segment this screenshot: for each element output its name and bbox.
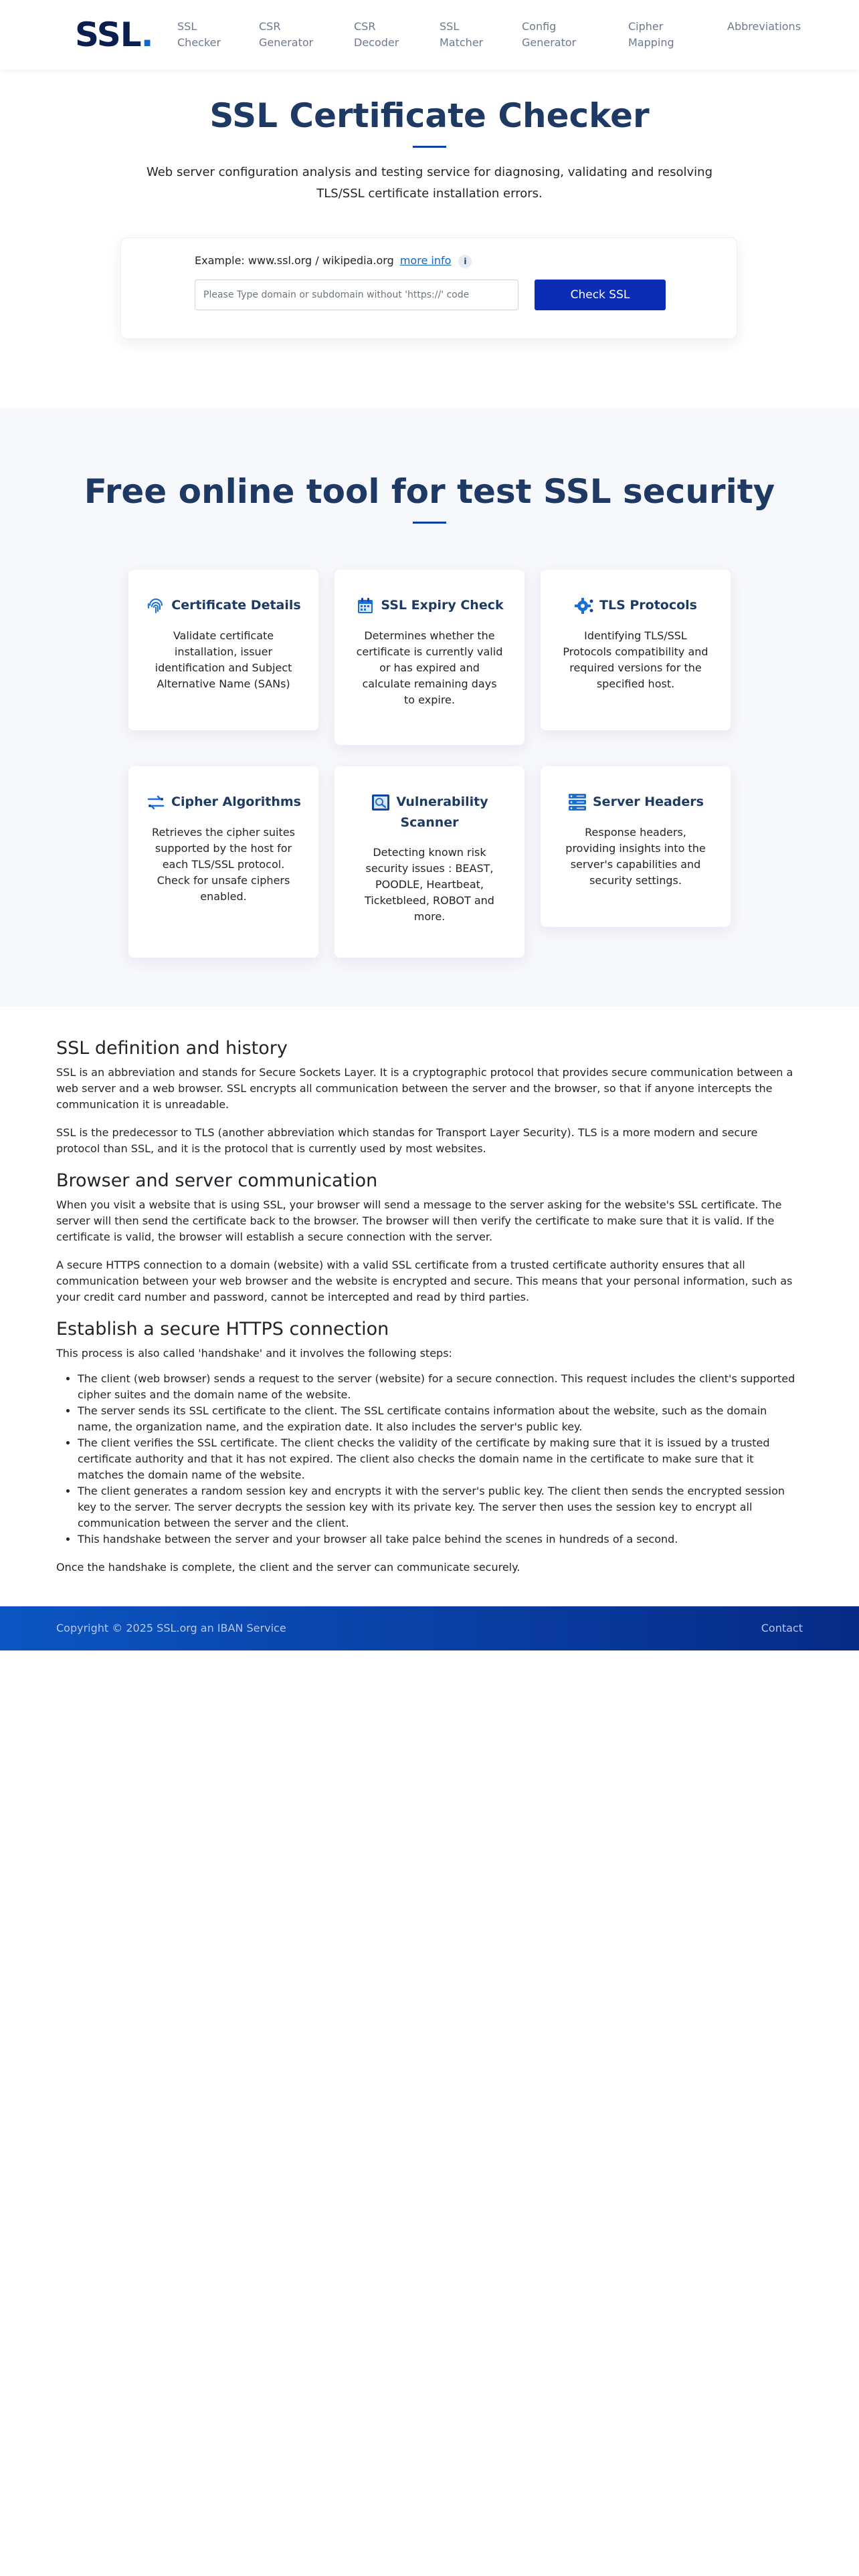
feature-card-title: Certificate Details: [142, 595, 305, 616]
feature-card-tls-protocols: [541, 570, 731, 730]
paragraph: A secure HTTPS connection to a domain (website) with a valid SSL certificate from a trusted certificate authority ensures that all communication between your web browser and the website is encrypted and secure. This means that your personal information, such as your credit card number and password, cannot be intercepted and read by third parties.: [56, 1259, 793, 1303]
list-item: • This handshake between the server and your browser all take palce behind the scenes in hundreds of a second.: [78, 1531, 803, 1547]
feature-card-server-headers: [541, 766, 731, 927]
paragraph: When you visit a website that is using SSL, your browser will send a message to the server asking for the website's SSL certificate. The server will then send the certificate back to the browser. The browser will then verify the certificate to make sure that it is valid. If the certificate is valid, the browser will establish a secure connection with the server.: [56, 1198, 782, 1243]
feature-card-vulnerability-scanner: [335, 766, 524, 958]
section-heading-ssl-definition: SSL definition and history: [56, 1038, 288, 1059]
feature-card-text: Identifying TLS/SSL Protocols compatibility and required versions for the specified host.: [563, 629, 708, 690]
domain-input[interactable]: [195, 280, 518, 310]
fingerprint-icon: [146, 596, 166, 616]
feature-card-title: Vulnerability Scanner: [348, 792, 511, 833]
feature-card-cipher-algorithms: [128, 766, 318, 958]
nav-cipher-mapping[interactable]: Cipher Mapping: [628, 20, 674, 49]
nav-csr-generator[interactable]: CSR Generator: [259, 20, 314, 49]
feature-card-ssl-expiry: [335, 570, 524, 745]
page-subtitle: Web server configuration analysis and testing service for diagnosing, validating and resolving TLS/SSL certificate installation errors.: [146, 165, 713, 201]
features-section: [0, 408, 859, 1006]
section-heading-browser-server: Browser and server communication: [56, 1170, 378, 1191]
paragraph: This process is also called 'handshake' and it involves the following steps:: [56, 1347, 452, 1360]
page-title: SSL Certificate Checker: [209, 96, 650, 135]
navbar: [0, 0, 859, 70]
nav-abbreviations[interactable]: Abbreviations: [727, 20, 801, 33]
feature-card-certificate-details: [128, 570, 318, 730]
paragraph: SSL is the predecessor to TLS (another abbreviation which standas for Transport Layer Security). TLS is a more modern and secure protocol than SSL, and it is the protocol that is currently used by most websites.: [56, 1126, 758, 1155]
feature-card-text: Detecting known risk security issues : BEAST, POODLE, Heartbeat, Ticketbleed, ROBOT and more.: [365, 845, 494, 923]
feature-card-text: Determines whether the certificate is currently valid or has expired and calculate remaining days to expire.: [356, 629, 503, 706]
list-item: • The server sends its SSL certificate to the client. The SSL certificate contains information about the website, such as the domain name, the organization name, and the expiration date. It also includes the server's public key.: [78, 1403, 803, 1435]
title-underline: [413, 146, 446, 148]
monitor-scan-icon: [371, 792, 391, 813]
article-section: [56, 1037, 803, 1588]
copyright-text: Copyright © 2025 SSL.org an IBAN Service: [56, 1622, 286, 1634]
features-underline: [413, 522, 446, 524]
paragraph: SSL is an abbreviation and stands for Secure Sockets Layer. It is a cryptographic protocol that provides secure communication between a web server and a web browser. SSL encrypts all communication between the server and the browser, so that if anyone intercepts the communication it is unreadable.: [56, 1066, 793, 1111]
paragraph: Once the handshake is complete, the client and the server can communicate securely.: [56, 1561, 520, 1574]
more-info-link[interactable]: more info: [399, 254, 452, 267]
list-item: • The client (web browser) sends a request to the server (website) for a secure connection. This request includes the client's supported cipher suites and the domain name of the website.: [78, 1371, 803, 1403]
footer: [0, 1606, 859, 1650]
cipher-arrows-icon: [146, 792, 166, 813]
feature-card-title: TLS Protocols: [554, 595, 717, 616]
check-form-card: [120, 237, 737, 339]
site-logo[interactable]: SSL.: [75, 15, 153, 54]
feature-card-text: Retrieves the cipher suites supported by the host for each TLS/SSL protocol. Check for unsafe ciphers enabled.: [152, 825, 295, 903]
feature-card-title: Server Headers: [554, 792, 717, 813]
feature-card-title: Cipher Algorithms: [142, 792, 305, 813]
info-icon[interactable]: i: [458, 255, 472, 268]
feature-card-title: SSL Expiry Check: [348, 595, 511, 616]
example-text: Example: www.ssl.org / wikipedia.org: [195, 254, 394, 267]
gear-network-icon: [574, 596, 594, 616]
check-ssl-button[interactable]: Check SSL: [535, 280, 666, 310]
feature-card-text: Validate certificate installation, issuer identification and Subject Alternative Name (SANs): [155, 629, 292, 690]
list-item: • The client generates a random session key and encrypts it with the server's public key. The client then sends the encrypted session key to the server. The server decrypts the session key with its private key. The server then uses the session key to encrypt all communication between the server and the client.: [78, 1483, 803, 1531]
contact-link[interactable]: Contact: [761, 1622, 803, 1634]
list-item: • The client verifies the SSL certificate. The client checks the validity of the certificate by making sure that it is issued by a trusted certificate authority and that it has not expired. The client also checks the domain name in the certificate to make sure that it matches the domain name of the website.: [78, 1435, 803, 1483]
nav-csr-decoder[interactable]: CSR Decoder: [354, 20, 399, 49]
nav-config-generator[interactable]: Config Generator: [522, 20, 577, 49]
features-title: Free online tool for test SSL security: [84, 472, 775, 511]
feature-card-text: Response headers, providing insights into the server's capabilities and security settings.: [565, 825, 706, 887]
server-icon: [567, 792, 587, 813]
nav-ssl-matcher[interactable]: SSL Matcher: [440, 20, 484, 49]
calendar-icon: [355, 596, 375, 616]
nav-ssl-checker[interactable]: SSL Checker: [177, 20, 221, 49]
example-line: [195, 253, 472, 269]
section-heading-https: Establish a secure HTTPS connection: [56, 1319, 389, 1339]
handshake-steps-list: [78, 1371, 803, 1547]
